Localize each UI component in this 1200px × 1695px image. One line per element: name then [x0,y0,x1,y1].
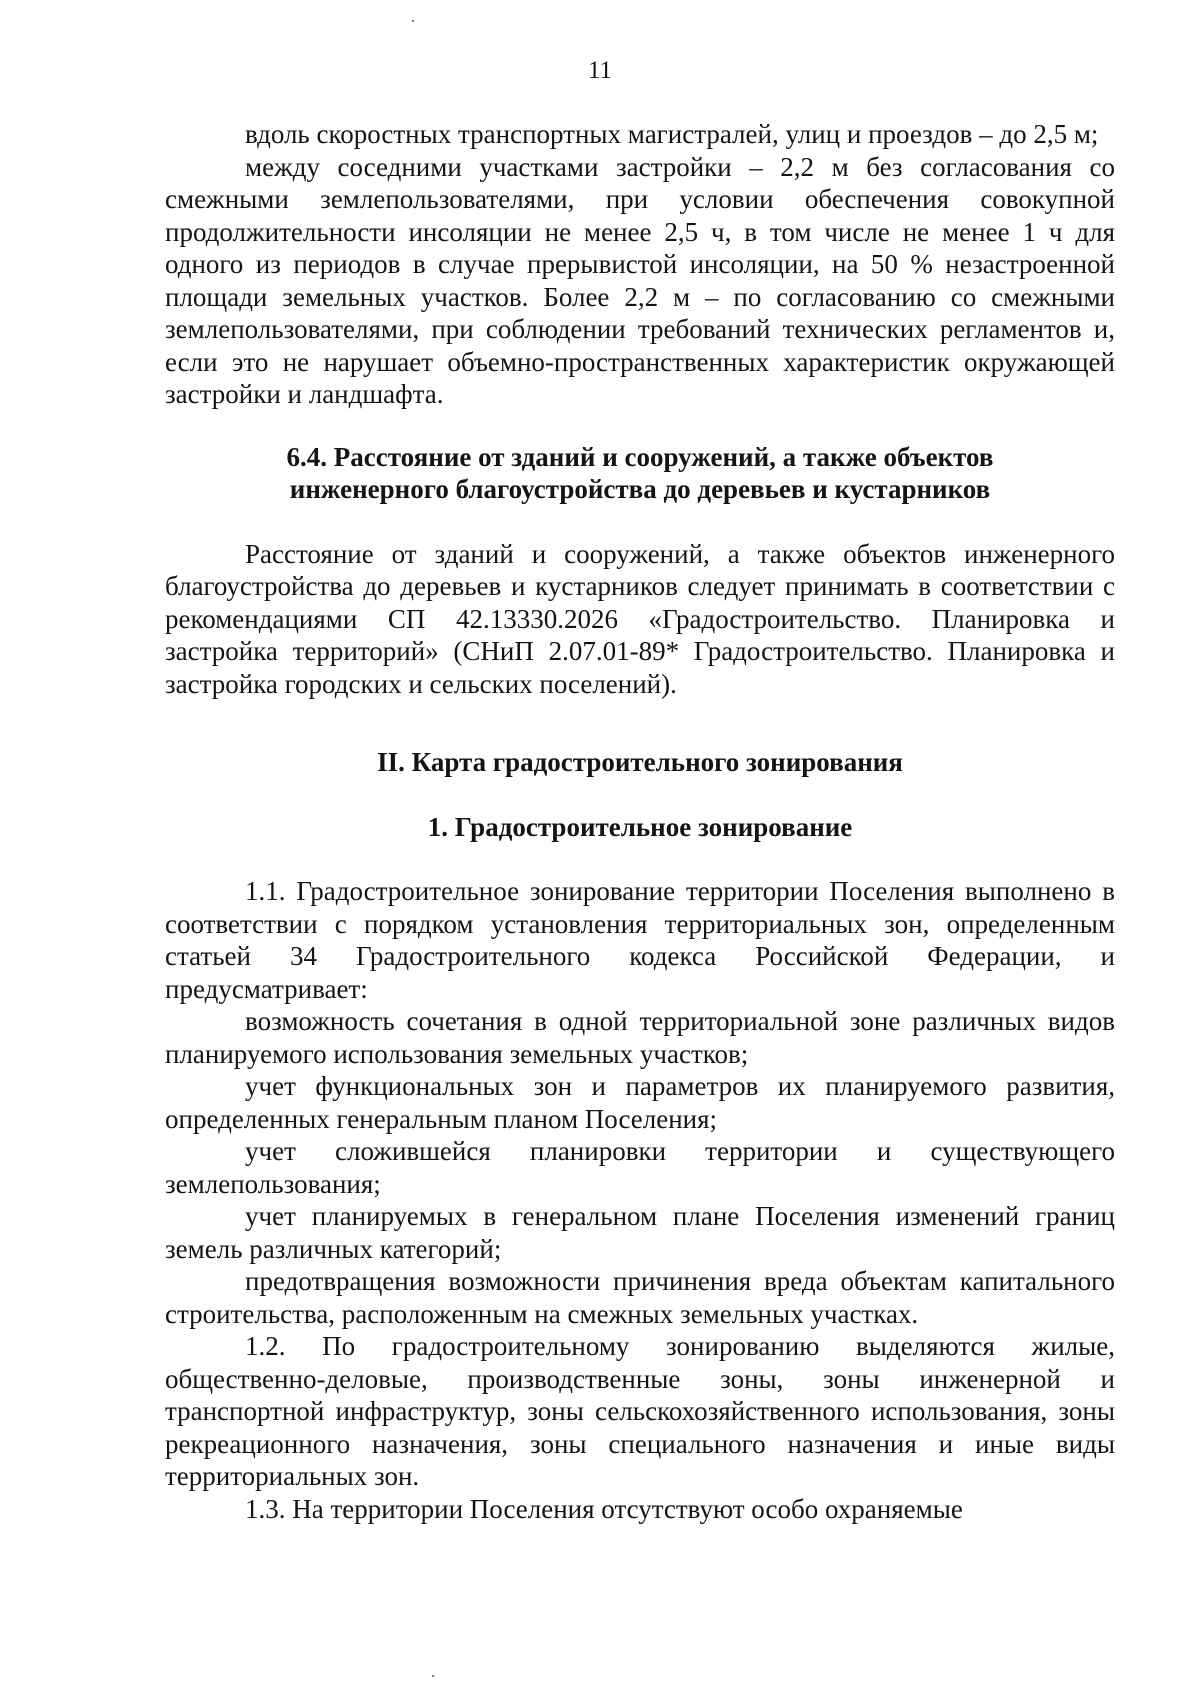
section-6-4-paragraph: Расстояние от зданий и сооружений, а также объектов инженерного благоустройства до деревьев и кустарников следует принимать в соответствии с рекомендациями СП 42.13330.2026 «Градостроительство. Планировка и застройка территорий» (СНиП 2.07.01-89* Градостроительство. Планировка и застройка городских и сельских поселений). [165,538,1115,699]
list-item-existing-planning: учет сложившейся планировки территории и существующего землепользования; [165,1136,1115,1199]
section-1-body [165,875,1115,1525]
paragraph-setback-neighbors: между соседними участками застройки – 2,2 м без согласования со смежными землепользователями, при условии обеспечения совокупной продолжительности инсоляции не менее 2,5 ч, в том числе не менее 1 ч для одного из периодов в случае прерывистой инсоляции, на 50 % незастроенной площади земельных участков. Более 2,2 м – по согласованию со смежными землепользователями, при соблюдении требований технических регламентов и, если это не нарушает объемно-пространственных характеристик окружающей застройки и ландшафта. [165,151,1115,409]
section-6-4-heading-line-1: 6.4. Расстояние от зданий и сооружений, а также объектов [286,441,994,472]
paragraph-setback-highways: вдоль скоростных транспортных магистралей, улиц и проездов – до 2,5 м; [245,119,1099,149]
list-item-land-categories: учет планируемых в генеральном плане Поселения изменений границ земель различных категорий; [165,1201,1115,1264]
document-body [165,118,1115,1525]
list-item-combination: возможность сочетания в одной территориальной зоне различных видов планируемого использования земельных участков; [165,1006,1115,1069]
paragraph-1-3: 1.3. На территории Поселения отсутствуют особо охраняемые [245,1493,963,1524]
part-ii-heading: II. Карта градостроительного зонирования [377,747,903,777]
scan-speck [432,1675,434,1677]
section-6-4-heading-line-2: инженерного благоустройства до деревьев и кустарников [289,474,991,504]
paragraph-1-1: 1.1. Градостроительное зонирование территории Поселения выполнено в соответствии с порядком установления территориальных зон, определенным статьей 34 Градостроительного кодекса Российской Федерации, и предусматривает: [165,876,1115,1004]
list-item-functional-zones: учет функциональных зон и параметров их планируемого развития, определенных генеральным планом Поселения; [165,1071,1115,1134]
list-item-harm-prevention: предотвращения возможности причинения вреда объектам капитального строительства, расположенным на смежных земельных участках. [165,1266,1115,1329]
scan-speck [412,20,414,22]
section-1-heading: 1. Градостроительное зонирование [427,811,853,842]
section-6-4-heading [165,441,1115,506]
paragraph-1-2: 1.2. По градостроительному зонированию выделяются жилые, общественно-деловые, производственные зоны, зоны инженерной и транспортной инфраструктур, зоны сельскохозяйственного использования, зоны рекреационного назначения, зоны специального назначения и иные виды территориальных зон. [165,1331,1115,1491]
page-number: 11 [587,57,613,84]
